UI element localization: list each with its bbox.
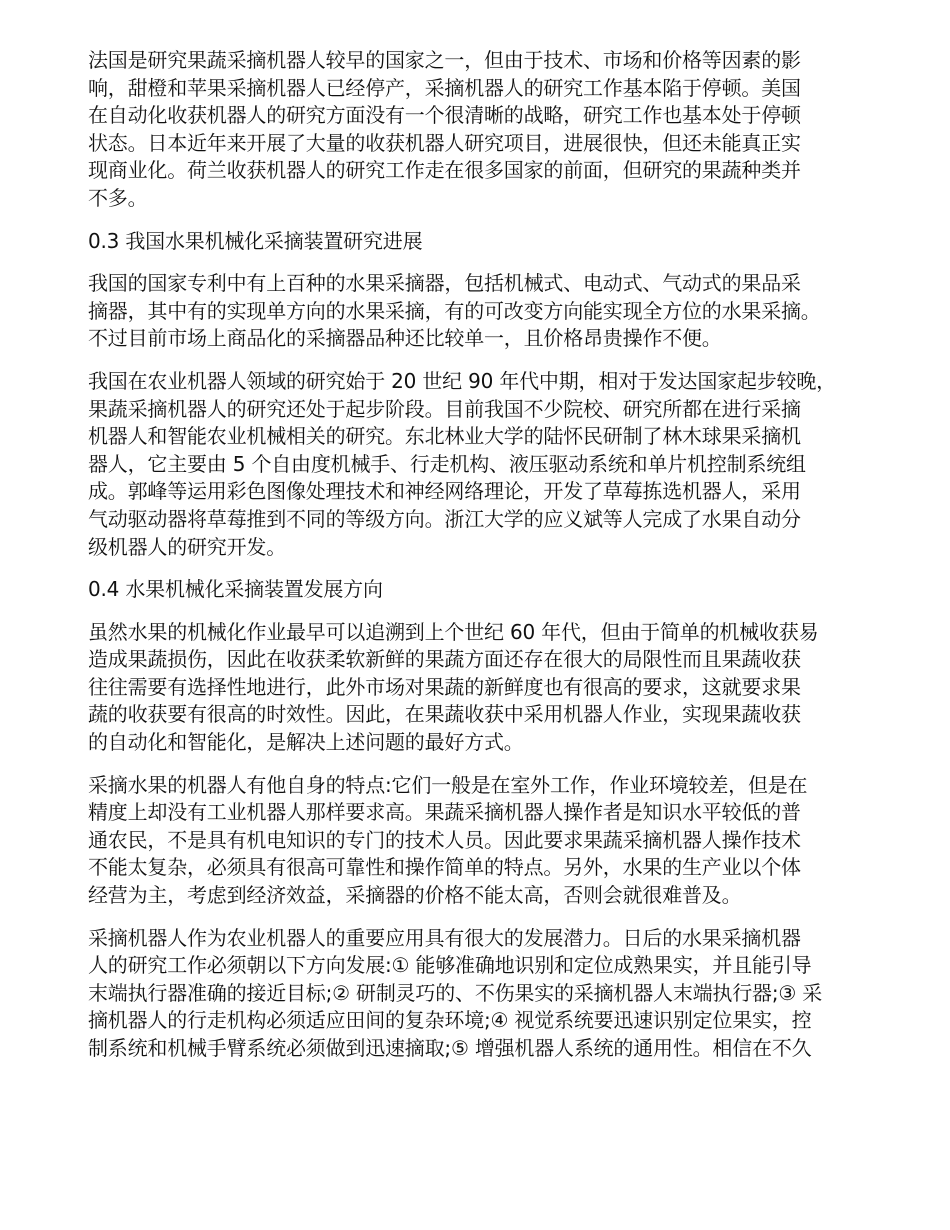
- text-line: 末端执行器准确的接近目标;② 研制灵巧的、不伤果实的采摘机器人末端执行器;③ 采: [88, 980, 823, 1005]
- paragraph-mechanization-history: [88, 619, 900, 757]
- text-line: 造成果蔬损伤，因此在收获柔软新鲜的果蔬方面还存在很大的局限性而且果蔬收获: [88, 647, 801, 672]
- text-line: 往往需要有选择性地进行，此外市场对果蔬的新鲜度也有很高的要求，这就要求果: [88, 674, 801, 699]
- text-line: 通农民，不是具有机电知识的专门的技术人员。因此要求果蔬采摘机器人操作技术: [88, 827, 801, 852]
- paragraph-robot-characteristics: [88, 772, 900, 910]
- paragraph-domestic-research: [88, 368, 900, 561]
- text-line: 的自动化和智能化，是解决上述问题的最好方式。: [88, 730, 524, 755]
- text-line: 法国是研究果蔬采摘机器人较早的国家之一，但由于技术、市场和价格等因素的影: [88, 48, 801, 72]
- section-heading-0-3: 0.3 我国水果机械化采摘装置研究进展: [88, 228, 423, 253]
- text-line: 果蔬采摘机器人的研究还处于起步阶段。目前我国不少院校、研究所都在进行采摘: [88, 396, 801, 421]
- text-line: 人的研究工作必须朝以下方向发展:① 能够准确地识别和定位成熟果实，并且能引导: [88, 953, 812, 978]
- text-line: 响，甜橙和苹果采摘机器人已经停产，采摘机器人的研究工作基本陷于停顿。美国: [88, 75, 801, 100]
- text-line: 状态。日本近年来开展了大量的收获机器人研究项目，进展很快，但还未能真正实: [88, 130, 801, 155]
- text-line: 不能太复杂，必须具有很高可靠性和操作简单的特点。另外，水果的生产业以个体: [88, 855, 801, 880]
- text-line: 摘器，其中有的实现单方向的水果采摘，有的可改变方向能实现全方位的水果采摘。: [88, 298, 821, 323]
- paragraph-future-directions: [88, 925, 900, 1063]
- text-line: 采摘机器人作为农业机器人的重要应用具有很大的发展潜力。日后的水果采摘机器: [88, 925, 801, 950]
- document-page: [88, 47, 900, 1078]
- text-line: 气动驱动器将草莓推到不同的等级方向。浙江大学的应义斌等人完成了水果自动分: [88, 506, 801, 531]
- text-line: 采摘水果的机器人有他自身的特点:它们一般是在室外工作，作业环境较差，但是在: [88, 772, 808, 797]
- section-heading-0-4: 0.4 水果机械化采摘装置发展方向: [88, 577, 383, 602]
- text-line: 制系统和机械手臂系统必须做到迅速摘取;⑤ 增强机器人系统的通用性。相信在不久: [88, 1036, 812, 1060]
- text-line: 不过目前市场上商品化的采摘器品种还比较单一，且价格昂贵操作不便。: [88, 326, 722, 351]
- paragraph-patents: [88, 270, 900, 353]
- text-line: 摘机器人的行走机构必须适应田间的复杂环境;④ 视觉系统要迅速识别定位果实，控: [88, 1008, 812, 1033]
- text-line: 蔬的收获要有很高的时效性。因此，在果蔬收获中采用机器人作业，实现果蔬收获: [88, 702, 801, 727]
- text-line: 机器人和智能农业机械相关的研究。东北林业大学的陆怀民研制了林木球果采摘机: [88, 424, 801, 449]
- text-line: 成。郭峰等运用彩色图像处理技术和神经网络理论，开发了草莓拣选机器人，采用: [88, 479, 801, 504]
- text-line: 精度上却没有工业机器人那样要求高。果蔬采摘机器人操作者是知识水平较低的普: [88, 800, 801, 825]
- text-line: 在自动化收获机器人的研究方面没有一个很清晰的战略，研究工作也基本处于停顿: [88, 103, 801, 128]
- text-line: 现商业化。荷兰收获机器人的研究工作走在很多国家的前面，但研究的果蔬种类并: [88, 158, 801, 183]
- text-line: 不多。: [88, 185, 148, 210]
- text-line: 我国的国家专利中有上百种的水果采摘器，包括机械式、电动式、气动式的果品采: [88, 271, 801, 296]
- text-line: 虽然水果的机械化作业最早可以追溯到上个世纪 60 年代，但由于简单的机械收获易: [88, 619, 819, 644]
- text-line: 级机器人的研究开发。: [88, 534, 286, 559]
- paragraph-foreign-research: [88, 47, 900, 213]
- text-line: 器人，它主要由 5 个自由度机械手、行走机构、液压驱动系统和单片机控制系统组: [88, 451, 806, 476]
- text-line: 我国在农业机器人领域的研究始于 20 世纪 90 年代中期，相对于发达国家起步较晚，: [88, 368, 836, 393]
- text-line: 经营为主，考虑到经济效益，采摘器的价格不能太高，否则会就很难普及。: [88, 883, 742, 908]
